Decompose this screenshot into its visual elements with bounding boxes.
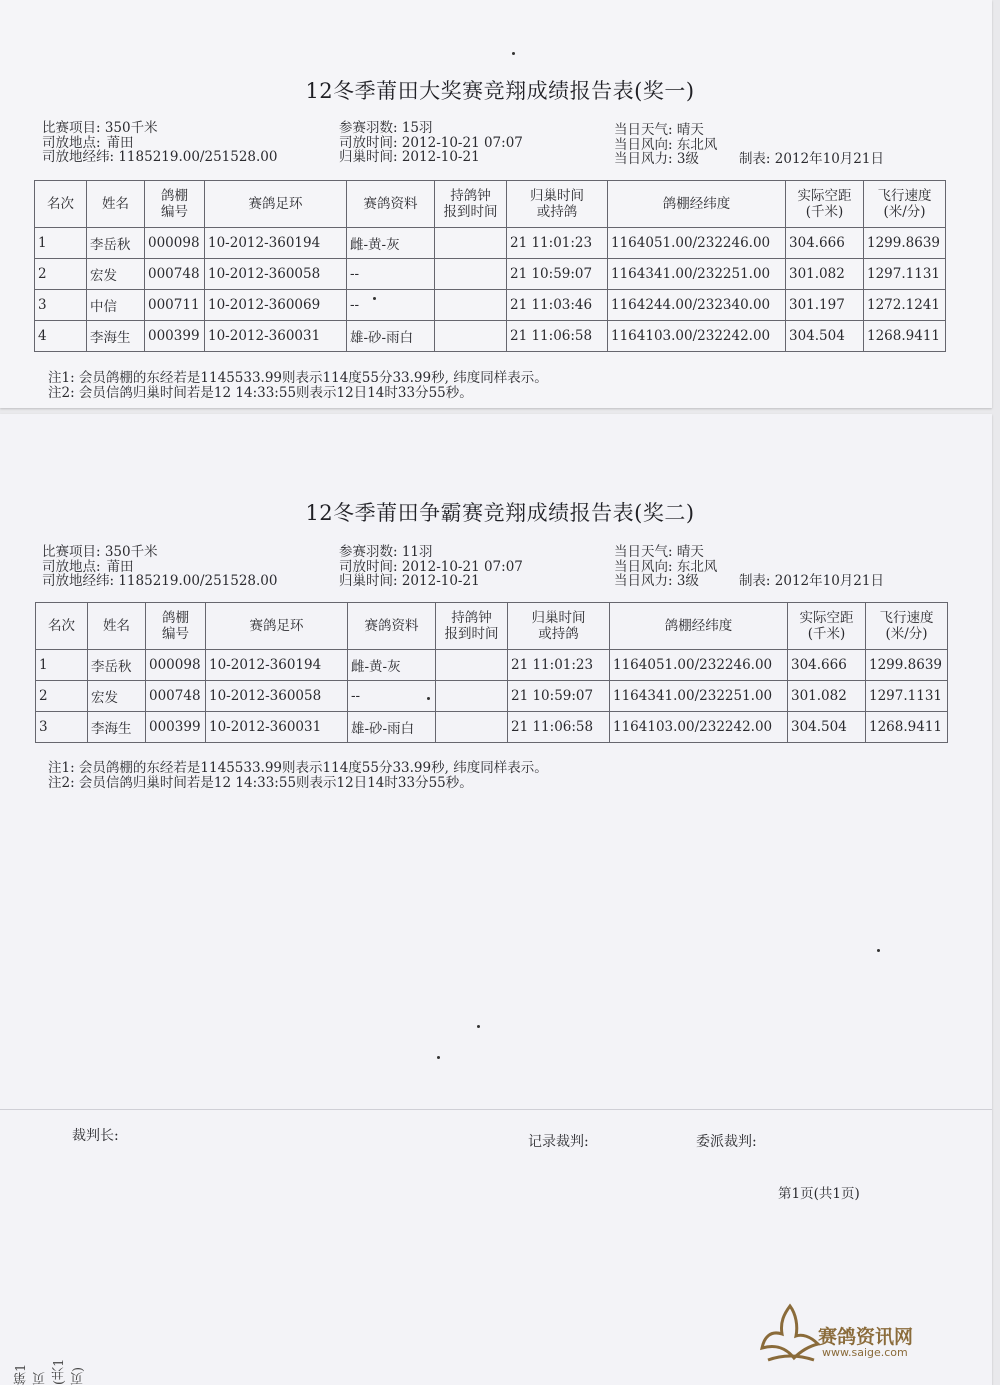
report-sheet-1 — [0, 0, 992, 408]
col-loft-id: 鸽棚 编号 — [145, 181, 205, 228]
note-2: 注2: 会员信鸽归巢时间若是12 14:33:55则表示12日14时33分55秒。 — [48, 775, 473, 791]
cell-return: 21 10:59:07 — [507, 259, 608, 290]
cell-return: 21 11:01:23 — [508, 650, 610, 681]
col-speed: 飞行速度 (米/分) — [864, 181, 946, 228]
weather-field: 当日天气: 晴天 — [614, 122, 704, 138]
location-label: 司放地点: — [42, 134, 101, 151]
cell-loft: 000098 — [146, 650, 206, 681]
cell-info: 雌-黄-灰 — [347, 228, 435, 259]
release-coords-field: 司放地经纬: 1185219.00/251528.00 — [42, 149, 278, 165]
wind-force-value: 当日风力: 3级 — [614, 573, 699, 589]
cell-info: -- — [347, 259, 435, 290]
notes — [48, 371, 548, 401]
cell-name: 中信 — [87, 290, 145, 321]
cell-info: 雌-黄-灰 — [348, 650, 436, 681]
cell-ring: 10-2012-360058 — [206, 681, 348, 712]
cell-distance: 301.197 — [786, 290, 864, 321]
note-1: 注1: 会员鸽棚的东经若是1145533.99则表示114度55分33.99秒, 纬度同样表示。 — [48, 760, 548, 776]
recording-judge-label: 记录裁判: — [528, 1134, 589, 1150]
cell-clock — [436, 712, 508, 743]
cell-loft: 000748 — [145, 259, 205, 290]
cell-coords: 1164051.00/232246.00 — [608, 228, 786, 259]
cell-name: 宏发 — [87, 259, 145, 290]
col-name: 姓名 — [88, 603, 146, 650]
col-distance: 实际空距 (千米) — [786, 181, 864, 228]
location-field — [42, 136, 278, 151]
cell-rank: 3 — [36, 712, 88, 743]
cell-loft: 000098 — [145, 228, 205, 259]
cell-clock — [436, 650, 508, 681]
meta-right — [614, 123, 884, 167]
event-field: 比赛项目: 350千米 — [42, 544, 158, 560]
cell-clock — [435, 321, 507, 352]
cell-ring: 10-2012-360194 — [205, 228, 347, 259]
cell-speed: 1297.1131 — [866, 681, 948, 712]
col-name: 姓名 — [87, 181, 145, 228]
cell-name: 李岳秋 — [88, 650, 146, 681]
cell-speed: 1268.9411 — [866, 712, 948, 743]
col-rank: 名次 — [35, 181, 87, 228]
col-ring: 赛鸽足环 — [205, 181, 347, 228]
report-title: 12冬季莆田争霸赛竞翔成绩报告表(奖二) — [305, 501, 695, 525]
cell-return: 21 10:59:07 — [508, 681, 610, 712]
cell-rank: 1 — [36, 650, 88, 681]
watermark-brand: 赛鸽资讯网 — [818, 1326, 914, 1348]
cell-speed: 1299.8639 — [866, 650, 948, 681]
appointed-judge-label: 委派裁判: — [696, 1134, 757, 1150]
wind-dir-field: 当日风向: 东北风 — [614, 558, 718, 575]
weather-field: 当日天气: 晴天 — [614, 544, 704, 560]
cell-info: -- — [348, 681, 436, 712]
cell-coords: 1164341.00/232251.00 — [608, 259, 786, 290]
cell-loft: 000711 — [145, 290, 205, 321]
col-info: 赛鸽资料 — [348, 603, 436, 650]
location-value: 莆田 — [106, 558, 134, 575]
table-row — [35, 290, 946, 321]
cell-coords: 1164244.00/232340.00 — [608, 290, 786, 321]
cell-distance: 304.666 — [788, 650, 866, 681]
scan-speck — [427, 697, 430, 700]
scan-speck — [877, 949, 880, 952]
results-table — [34, 180, 946, 352]
table-row — [35, 321, 946, 352]
scan-speck — [373, 297, 376, 300]
cell-clock — [435, 228, 507, 259]
cell-ring: 10-2012-360031 — [206, 712, 348, 743]
cell-loft: 000748 — [146, 681, 206, 712]
table-header-row — [36, 603, 948, 650]
release-time-field: 司放时间: 2012-10-21 07:07 — [339, 558, 523, 575]
report-title: 12冬季莆田大奖赛竞翔成绩报告表(奖一) — [305, 79, 695, 103]
cell-coords: 1164051.00/232246.00 — [610, 650, 788, 681]
wind-force-field — [614, 574, 884, 589]
col-info: 赛鸽资料 — [347, 181, 435, 228]
meta-left — [42, 121, 278, 165]
event-field: 比赛项目: 350千米 — [42, 120, 158, 136]
results-table — [35, 602, 948, 743]
meta-center — [339, 121, 523, 165]
cell-clock — [436, 681, 508, 712]
col-rank: 名次 — [36, 603, 88, 650]
entries-field: 参赛羽数: 11羽 — [339, 544, 433, 560]
cell-return: 21 11:01:23 — [507, 228, 608, 259]
cell-distance: 301.082 — [788, 681, 866, 712]
cell-ring: 10-2012-360031 — [205, 321, 347, 352]
location-value: 莆田 — [106, 134, 134, 151]
cell-ring: 10-2012-360069 — [205, 290, 347, 321]
cell-info: -- — [347, 290, 435, 321]
scan-speck — [437, 1056, 440, 1059]
cell-name: 宏发 — [88, 681, 146, 712]
made-on-value: 制表: 2012年10月21日 — [738, 151, 884, 167]
cell-loft: 000399 — [146, 712, 206, 743]
wind-dir-field: 当日风向: 东北风 — [614, 136, 718, 153]
cell-name: 李岳秋 — [87, 228, 145, 259]
note-2: 注2: 会员信鸽归巢时间若是12 14:33:55则表示12日14时33分55秒。 — [48, 385, 473, 401]
location-field — [42, 560, 278, 575]
cell-distance: 304.666 — [786, 228, 864, 259]
scan-speck — [477, 1025, 480, 1028]
cell-loft: 000399 — [145, 321, 205, 352]
cell-speed: 1299.8639 — [864, 228, 946, 259]
col-distance: 实际空距 (千米) — [788, 603, 866, 650]
table-row — [36, 681, 948, 712]
entries-field: 参赛羽数: 15羽 — [339, 120, 433, 136]
side-page-number: 第1页(共1页) — [14, 1358, 86, 1385]
cell-info: 雄-砂-雨白 — [347, 321, 435, 352]
cell-coords: 1164103.00/232242.00 — [608, 321, 786, 352]
made-on-value: 制表: 2012年10月21日 — [738, 573, 884, 589]
meta-center — [339, 545, 523, 589]
cell-name: 李海生 — [87, 321, 145, 352]
col-ring: 赛鸽足环 — [206, 603, 348, 650]
table-row — [35, 259, 946, 290]
table-header-row — [35, 181, 946, 228]
note-1: 注1: 会员鸽棚的东经若是1145533.99则表示114度55分33.99秒, 纬度同样表示。 — [48, 370, 548, 386]
cell-clock — [435, 290, 507, 321]
table-row — [36, 712, 948, 743]
cell-name: 李海生 — [88, 712, 146, 743]
cell-rank: 2 — [35, 259, 87, 290]
cell-rank: 4 — [35, 321, 87, 352]
wind-force-value: 当日风力: 3级 — [614, 151, 699, 167]
cell-speed: 1268.9411 — [864, 321, 946, 352]
return-date-field: 归巢时间: 2012-10-21 — [339, 149, 480, 165]
cell-rank: 2 — [36, 681, 88, 712]
release-coords-field: 司放地经纬: 1185219.00/251528.00 — [42, 573, 278, 589]
report-sheet-2 — [0, 414, 992, 1385]
table-row — [36, 650, 948, 681]
notes — [48, 761, 548, 791]
cell-return: 21 11:03:46 — [507, 290, 608, 321]
release-time-field: 司放时间: 2012-10-21 07:07 — [339, 134, 523, 151]
cell-speed: 1272.1241 — [864, 290, 946, 321]
cell-info: 雄-砂-雨白 — [348, 712, 436, 743]
col-speed: 飞行速度 (米/分) — [866, 603, 948, 650]
cell-speed: 1297.1131 — [864, 259, 946, 290]
cell-distance: 301.082 — [786, 259, 864, 290]
cell-ring: 10-2012-360194 — [206, 650, 348, 681]
cell-return: 21 11:06:58 — [508, 712, 610, 743]
scan-speck — [512, 52, 515, 55]
return-date-field: 归巢时间: 2012-10-21 — [339, 573, 480, 589]
cell-rank: 1 — [35, 228, 87, 259]
col-coords: 鸽棚经纬度 — [608, 181, 786, 228]
chief-judge-label: 裁判长: — [72, 1128, 119, 1144]
cell-distance: 304.504 — [786, 321, 864, 352]
location-label: 司放地点: — [42, 558, 101, 575]
cell-clock — [435, 259, 507, 290]
watermark-url: www.saige.com — [822, 1346, 908, 1359]
col-return: 归巢时间 或持鸽 — [508, 603, 610, 650]
saige-watermark-logo — [760, 1300, 965, 1370]
col-coords: 鸽棚经纬度 — [610, 603, 788, 650]
table-row — [35, 228, 946, 259]
fold-line — [0, 1109, 992, 1110]
cell-coords: 1164341.00/232251.00 — [610, 681, 788, 712]
page-number: 第1页(共1页) — [778, 1186, 860, 1202]
col-return: 归巢时间 或持鸽 — [507, 181, 608, 228]
col-clock: 持鸽钟 报到时间 — [436, 603, 508, 650]
meta-right — [614, 545, 884, 589]
cell-ring: 10-2012-360058 — [205, 259, 347, 290]
cell-coords: 1164103.00/232242.00 — [610, 712, 788, 743]
wind-force-field — [614, 152, 884, 167]
pigeon-logo-icon — [760, 1300, 820, 1368]
meta-left — [42, 545, 278, 589]
cell-distance: 304.504 — [788, 712, 866, 743]
cell-rank: 3 — [35, 290, 87, 321]
col-clock: 持鸽钟 报到时间 — [435, 181, 507, 228]
cell-return: 21 11:06:58 — [507, 321, 608, 352]
col-loft-id: 鸽棚 编号 — [146, 603, 206, 650]
